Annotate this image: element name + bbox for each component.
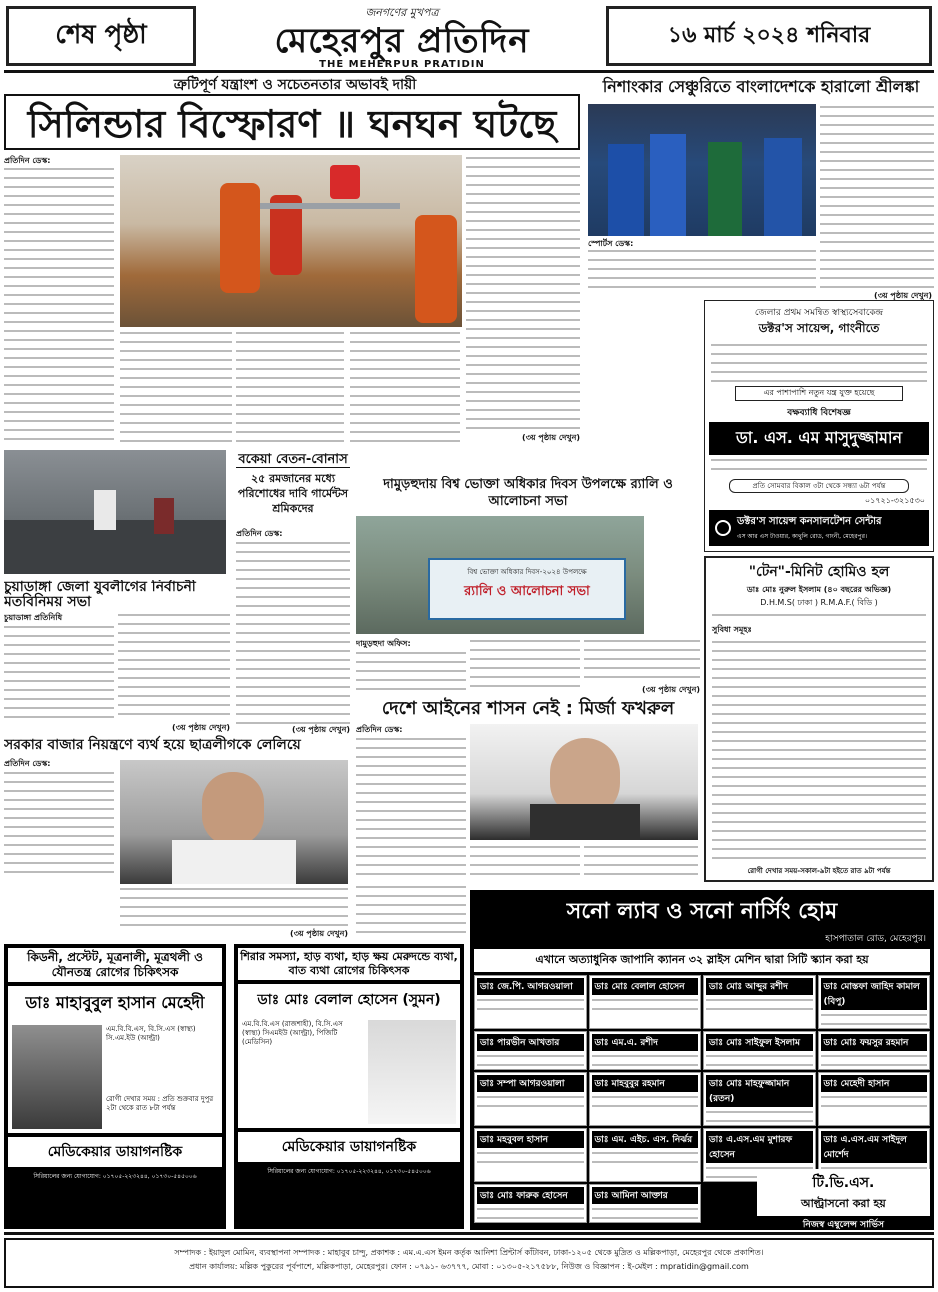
sono-scan: এখানে অত্যাধুনিক জাপানি ক্যানন ৩২ স্লাইস মেশিন দ্বারা সিটি স্ক্যান করা হয় (474, 949, 930, 972)
sono-doctor-details (706, 1109, 813, 1123)
lead-body-col3 (236, 330, 344, 442)
sono-doctor-cell (818, 1072, 931, 1126)
sono-doctor-name: ডাঃ মোঃ মাহফুজ্জামান (রতন) (706, 1075, 813, 1107)
sono-doctor-details (821, 1094, 928, 1108)
mirza-body-col1b (356, 884, 466, 940)
garments-headline-2: ২৫ রমজানের মধ্যে পরিশোধের দাবি গার্মেন্টস শ্রমিকদের (237, 472, 349, 515)
sono-doctor-name: ডাঃ জে.পি. আগরওয়ালা (477, 978, 584, 995)
consumer-rally-photo (356, 516, 644, 634)
sono-doctor-cell (703, 1031, 816, 1070)
sono-doctor-details (592, 1094, 699, 1108)
sono-doctor-details (706, 997, 813, 1011)
ad-center-name: ডক্টর'স সায়েন্স কনসালটেশন সেন্টার (737, 516, 882, 527)
ad-label: বক্ষব্যাধি বিশেষজ্ঞ (787, 408, 851, 418)
garments-byline: প্রতিদিন ডেস্ক: (236, 529, 283, 538)
sono-doctor-cell (474, 1031, 587, 1070)
sono-doctor-details (592, 1053, 699, 1067)
sono-doctor-name: ডাঃ মহবুবল হাসান (477, 1131, 584, 1148)
sono-doctor-name: ডাঃ মোঃ ফারুক হোসেন (477, 1187, 584, 1204)
sono-doctor-details (477, 1150, 584, 1164)
kidney-doctor-photo (12, 1025, 102, 1129)
gas-cylinder-photo (120, 155, 462, 327)
sono-doctor-details (477, 1053, 584, 1067)
sono-doctor-cell (818, 975, 931, 1029)
homeo-section: সুবিধা সমূহঃ (712, 625, 752, 634)
sono-doctor-name: ডাঃ সম্পা আগরওয়ালা (477, 1075, 584, 1092)
kidney-ad (4, 944, 226, 1229)
ambulance-box (757, 1217, 930, 1230)
doctors-science-ad (704, 300, 934, 552)
sono-doctor-name: ডাঃ মোঃ আব্দুর রশীদ (706, 978, 813, 995)
homeo-list (712, 639, 926, 863)
kidney-degree: এম.বি.বি.এস, বি.সি.এস (স্বাস্থ্য) সি.এম.ইউ (আল্ট্রা) (106, 1025, 196, 1042)
garments-body (236, 540, 350, 724)
garments-headline-1: বকেয়া বেতন-বোনাস (236, 452, 350, 468)
cricket-body-col1 (588, 248, 816, 290)
homeo-sub (712, 612, 926, 622)
sono-doctor-cell (589, 1031, 702, 1070)
sono-doctor-name: ডাঃ এম.এ. রশীদ (592, 1034, 699, 1051)
lead-kicker: ত্রুটিপূর্ণ যন্ত্রাংশ ও সচেতনতার অভাবই দায়ী (173, 77, 417, 93)
rizvi-body-col1 (4, 770, 114, 880)
jubo-body-col2 (118, 612, 230, 722)
kidney-doctor: ডাঃ মাহাবুবুল হাসান মেহেদী (8, 986, 222, 1021)
sono-doctor-name: ডাঃ এ.এস.এম মুশারফ হোসেন (706, 1131, 813, 1163)
sono-doctor-cell (589, 1072, 702, 1126)
cricket-body-col2 (820, 104, 934, 290)
cricket-byline: স্পোর্টস ডেস্ক: (588, 239, 634, 248)
sono-doctor-cell (818, 1031, 931, 1070)
lead-byline: প্রতিদিন ডেস্ক: (4, 156, 51, 165)
ad-center-bar (709, 510, 929, 546)
homeo-mobile (706, 877, 932, 882)
footer-line2: প্রধান কার্যালয়: মল্লিক পুকুরের পূর্বপাশে, মল্লিকপাড়া, মেহেরপুর। ফোন : ০৭৯১- ৬৩৭৭৭, মোবা : ০১৩০৫-২১৭৫৮৮, নিউজ ও বিজ্ঞাপন : ই-মেইল : mpratidin@gmail.com (189, 1262, 749, 1271)
sono-doctor-details (592, 1150, 699, 1164)
sono-doctor-details (706, 1053, 813, 1067)
sono-doctor-name: ডাঃ মেহেদী হাসান (821, 1075, 928, 1092)
lead-body-col2 (120, 330, 232, 442)
lead-headline: সিলিন্ডার বিস্ফোরণ ॥ ঘনঘন ঘটছে (4, 94, 580, 150)
sono-doctor-cell (703, 1072, 816, 1126)
homeo-time: রোগী দেখার সময়-সকাল-৯টা হইতে রাত ৯টা পর্যন্ত (747, 867, 891, 875)
consumer-continued: (৩য় পৃষ্ঠায় দেখুন) (642, 685, 700, 694)
bone-head: শিরার সমস্যা, হাড় ব্যথা, হাড় ক্ষয় মেরুদন্ডে ব্যথা, বাত ব্যথা রোগের চিকিৎসক (238, 948, 460, 980)
jubo-meeting-photo (4, 450, 226, 574)
sono-doctor-details (821, 1053, 928, 1067)
sono-doctor-cell (474, 975, 587, 1029)
jubo-body-col1 (4, 624, 114, 722)
ad-services (711, 342, 927, 384)
mirza-photo (470, 724, 698, 840)
homeo-doctor: ডাঃ মোঃ নুরুল ইসলাম (৪০ বছরের অভিজ্ঞ) (746, 585, 892, 594)
rizvi-body-col2 (120, 886, 348, 928)
rizvi-byline: প্রতিদিন ডেস্ক: (4, 759, 51, 768)
mirza-body-col2 (470, 844, 580, 880)
center-logo-icon (715, 520, 731, 536)
kidney-head: কিডনী, প্রস্টেট, মূত্রনালী, মূত্রথলী ও যৌনতন্ত্র রোগের চিকিৎসক (8, 948, 222, 982)
tvs-line1: টি.ভি.এস. (812, 1175, 875, 1191)
sono-doctor-details (592, 997, 699, 1011)
ad-degrees (711, 457, 927, 477)
homeo-title: "টেন"-মিনিট হোমিও হল (748, 564, 890, 580)
sono-doctor-name: ডাঃ এ.এস.এম সাইদুল মোর্শেদ (821, 1131, 928, 1163)
bone-ad (234, 944, 464, 1229)
section-label: শেষ পৃষ্ঠা (6, 6, 196, 66)
cricket-continued: (৩য় পৃষ্ঠায় দেখুন) (874, 291, 932, 300)
jubo-continued: (৩য় পৃষ্ঠায় দেখুন) (172, 723, 230, 732)
consumer-headline: দামুড়হুদায় বিশ্ব ভোক্তা অধিকার দিবস উপলক্ষে র‍্যালি ও আলোচনা সভা (383, 477, 673, 509)
mirza-body-col1 (356, 736, 466, 880)
kidney-center: মেডিকেয়ার ডায়াগনষ্টিক (8, 1137, 222, 1167)
sono-doctor-details (821, 1012, 928, 1026)
sono-doctor-name: ডাঃ মোঃ বেলাল হোসেন (592, 978, 699, 995)
masthead-title: মেহেরপুর প্রতিদিন (274, 21, 530, 61)
rizvi-headline: সরকার বাজার নিয়ন্ত্রণে ব্যর্থ হয়ে ছাত্রলীগকে লেলিয়ে (4, 737, 301, 753)
sono-doctor-details (477, 997, 584, 1011)
bone-doctor-photo (368, 1020, 456, 1124)
lead-body-col4 (350, 330, 460, 442)
footer (4, 1238, 934, 1288)
ad-time: প্রতি সোমবার বিকাল ৩টা থেকে সন্ধ্যা ৬টা পর্যন্ত (729, 479, 909, 493)
consumer-byline: দামুড়হুদা অফিস: (356, 639, 411, 648)
kidney-contact: সিরিয়ালের জন্য যোগাযোগ: ০১৭০৫-২২৩২৪৪, ০১৭৩০-৫৪৫০০৬ (33, 1173, 197, 1180)
sono-doctor-cell (589, 975, 702, 1029)
ad-line2: ডক্টর'স সায়েন্স, গাংনীতে (758, 321, 880, 335)
masthead-title-en: THE MEHERPUR PRATIDIN (319, 59, 485, 68)
sono-doctor-cell (703, 975, 816, 1029)
footer-rule (4, 1232, 934, 1235)
mirza-byline: প্রতিদিন ডেস্ক: (356, 725, 403, 734)
garments-continued: (৩য় পৃষ্ঠায় দেখুন) (292, 725, 350, 734)
mirza-body-col3 (584, 844, 698, 880)
bone-contact: সিরিয়ালের জন্য যোগাযোগ: ০১৭০৫-২২৩২৪৪, ০১৭৩০-৫৪৫০০৬ (267, 1168, 431, 1175)
jubo-headline: চুয়াডাঙ্গা জেলা যুবলীগের নির্বাচনী মতবিনিময় সভা (4, 580, 196, 610)
sono-doctor-name: ডাঃ আমিনা আক্তার (592, 1187, 699, 1204)
sono-doctor-name: ডাঃ মোঃ সাইফুল ইসলাম (706, 1034, 813, 1051)
sono-doctor-name: ডাঃ মোঃ ফয়সুর রহমান (821, 1034, 928, 1051)
rally-banner-line1: বিশ্ব ভোক্তা অধিকার দিবস-২০২৪ উপলক্ষে (467, 568, 587, 576)
bone-center: মেডিকেয়ার ডায়াগনষ্টিক (238, 1132, 460, 1162)
sono-title: সনো ল্যাব ও সনো নার্সিং হোম (566, 899, 838, 924)
lead-body-col1 (4, 166, 114, 440)
tvs-box (757, 1169, 930, 1216)
rizvi-continued: (৩য় পৃষ্ঠায় দেখুন) (290, 929, 348, 938)
sono-bottom-row (474, 1169, 930, 1216)
mirza-headline: দেশে আইনের শাসন নেই : মির্জা ফখরুল (381, 698, 675, 719)
consumer-body-col1 (356, 650, 466, 694)
jubo-byline: চুয়াডাঙ্গা প্রতিনিধি (4, 613, 63, 622)
masthead (204, 4, 600, 68)
bone-degree: এম.বি.বি.এস (রাজশাহী), বি.সি.এস (স্বাস্থ্য) সিএমইউ (আল্ট্রা), পিজিটি (মেডিসিন) (242, 1020, 343, 1046)
masthead-tagline: জনগণের মুখপত্র (365, 6, 439, 19)
ad-doctor-name: ডা. এস. এম মাসুদুজ্জামান (709, 422, 929, 455)
ad-phone: ০১৭২১-৩২১৫৩০ (864, 496, 925, 505)
sono-doctor-cell (474, 1072, 587, 1126)
sono-doctor-name: ডাঃ পারভীন আখতার (477, 1034, 584, 1051)
ad-center-address: এস আর এস টাওয়ার, কাথুলি রোড, গাংনী, মেহেরপুর। (737, 533, 868, 540)
consumer-body-col2 (470, 638, 580, 694)
bone-body (238, 1016, 460, 1128)
garments-headline (236, 452, 350, 522)
lead-body-col5 (466, 155, 580, 433)
kidney-body (8, 1021, 222, 1133)
homeo-ad (704, 556, 934, 882)
tvs-line2: আল্ট্রাসনো করা হয় (801, 1197, 886, 1210)
consumer-body-col3 (584, 638, 700, 684)
sono-doctor-details (477, 1094, 584, 1108)
ad-line1: জেলার প্রথম সমন্বিত স্বাস্থ্যসেবাকেন্দ্র (754, 308, 884, 318)
ad-line3: এর পাশাপাশি নতুন যন্ত্র যুক্ত হয়েছে (735, 386, 903, 401)
ambulance-label: নিজস্ব এম্বুলেন্স সার্ভিস (802, 1220, 884, 1230)
sono-doctor-name: ডাঃ মোস্তফা জাহিদ কামাল (বিপু) (821, 978, 928, 1010)
cricket-photo (588, 104, 816, 236)
sono-subtitle: হাসপাতাল রোড, মেহেরপুর। (825, 934, 926, 944)
rally-banner-line2: র‍্যালি ও আলোচনা সভা (464, 584, 590, 599)
footer-line1: সম্পাদক : ইয়াদুল মোমিন, ব্যবস্থাপনা সম্পাদক : মাহাবুব চান্দু, প্রকাশক : এম.এ.এস ইমন কর্তৃক আনিশা প্রিন্টার্স কাঁটাবন, ঢাকা-১২০৫ থেকে মুদ্রিত ও মল্লিকপাড়া, মেহেরপুর থেকে প্রকাশিত। (174, 1248, 764, 1257)
sono-doctor-name: ডাঃ মাহবুবুর রহমান (592, 1075, 699, 1092)
issue-date: ১৬ মার্চ ২০২৪ শনিবার (606, 6, 932, 66)
bone-doctor: ডাঃ মোঃ বেলাল হোসেন (সুমন) (238, 984, 460, 1016)
sono-doctor-name: ডাঃ এম. এইচ. এস. নির্ঝর (592, 1131, 699, 1148)
lead-continued: (৩য় পৃষ্ঠায় দেখুন) (522, 433, 580, 442)
kidney-time: রোগী দেখার সময় : প্রতি শুক্রবার দুপুর ২টা থেকে রাত ৮টা পর্যন্ত (106, 1095, 214, 1112)
homeo-degree: D.H.M.S( ঢাকা ) R.M.A.F.( বিডি ) (760, 598, 878, 607)
cricket-headline: নিশাংকার সেঞ্চুরিতে বাংলাদেশকে হারালো শ্রীলঙ্কা (602, 77, 920, 96)
rizvi-photo (120, 760, 348, 884)
sono-ad (470, 890, 934, 1230)
